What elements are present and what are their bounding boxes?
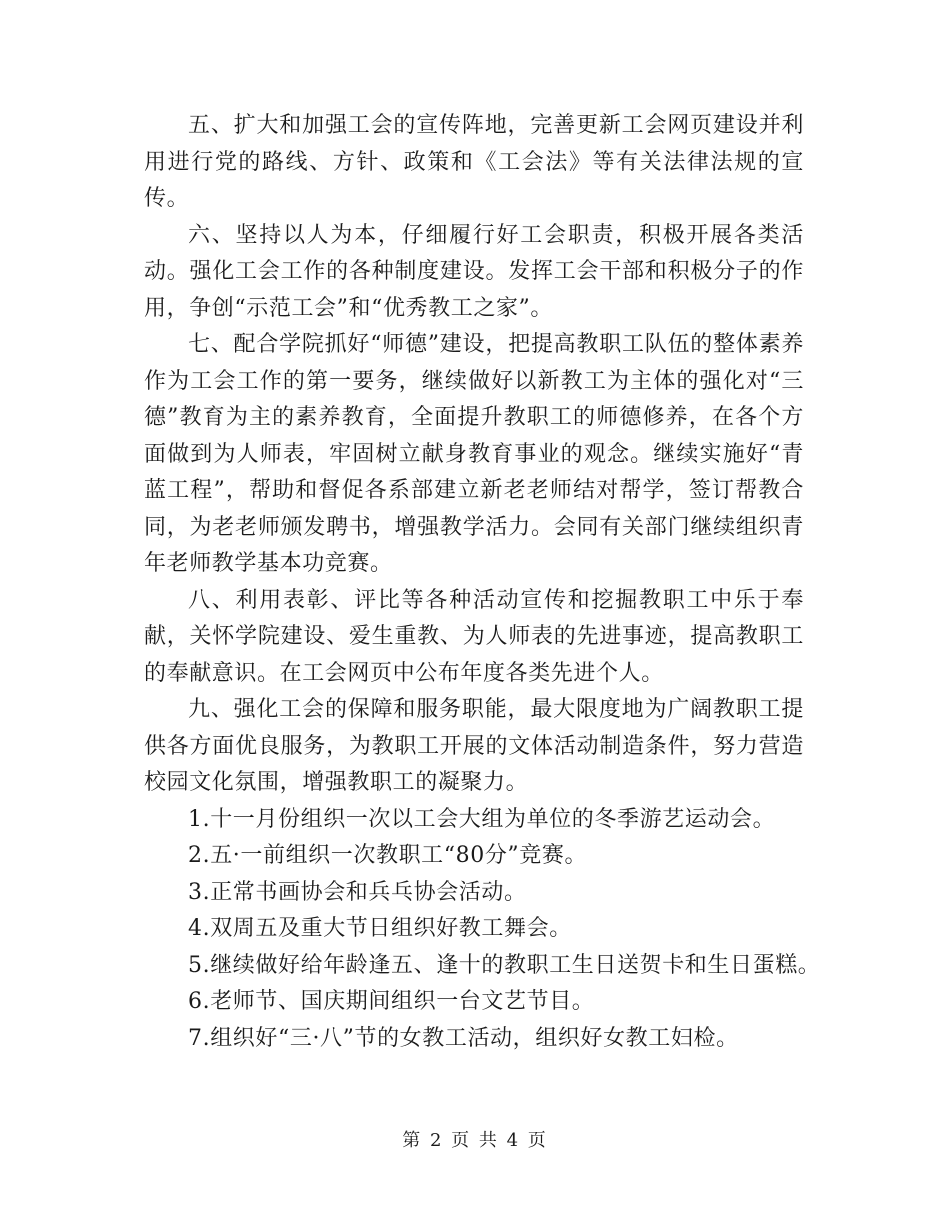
paragraph-5: 五、扩大和加强工会的宣传阵地，完善更新工会网页建设并利用进行党的路线、方针、政策和《工会法》等有关法律法规的宣传。 bbox=[144, 113, 804, 211]
list-item: 3.正常书画协会和兵乓协会活动。 bbox=[188, 879, 527, 905]
activity-list bbox=[144, 802, 821, 1058]
list-item: 1.十一月份组织一次以工会大组为单位的冬季游艺运动会。 bbox=[188, 806, 776, 832]
list-item: 7.组织好“三·八”节的女教工活动，组织好女教工妇检。 bbox=[188, 1025, 739, 1051]
list-item: 5.继续做好给年龄逢五、逢十的教职工生日送贺卡和生日蛋糕。 bbox=[188, 952, 821, 978]
list-item: 4.双周五及重大节日组织好教工舞会。 bbox=[188, 916, 572, 941]
list-item: 6.老师节、国庆期间组织一台文艺节目。 bbox=[188, 989, 595, 1014]
list-item: 2.五·一前组织一次教职工“80分”竞赛。 bbox=[188, 843, 588, 868]
page-footer: 第 2 页 共 4 页 bbox=[402, 1130, 548, 1151]
paragraph-9: 九、强化工会的保障和服务职能，最大限度地为广阔教职工提供各方面优良服务，为教职工开展的文体活动制造条件，努力营造校园文化氛围，增强教职工的凝聚力。 bbox=[144, 697, 804, 795]
paragraph-8: 八、利用表彰、评比等各种活动宣传和挖掘教职工中乐于奉献，关怀学院建设、爱生重教、为人师表的先进事迹，提高教职工的奉献意识。在工会网页中公布年度各类先进个人。 bbox=[144, 587, 804, 686]
document-body bbox=[144, 108, 821, 1057]
paragraph-6: 六、坚持以人为本，仔细履行好工会职责，积极开展各类活动。强化工会工作的各种制度建设。发挥工会干部和积极分子的作用，争创“示范工会”和“优秀教工之家”。 bbox=[144, 222, 804, 321]
paragraph-7: 七、配合学院抓好“师德”建设，把提高教职工队伍的整体素养作为工会工作的第一要务，继续做好以新教工为主体的强化对“三德”教育为主的素养教育，全面提升教职工的师德修养，在各个方面做到为人师表，牢固树立献身教育事业的观念。继续实施好“青蓝工程”，帮助和督促各系部建立新老老师结对帮学，签订帮教合同，为老老师颁发聘书，增强教学活力。会同有关部门继续组织青年老师教学基本功竞赛。 bbox=[144, 332, 804, 576]
